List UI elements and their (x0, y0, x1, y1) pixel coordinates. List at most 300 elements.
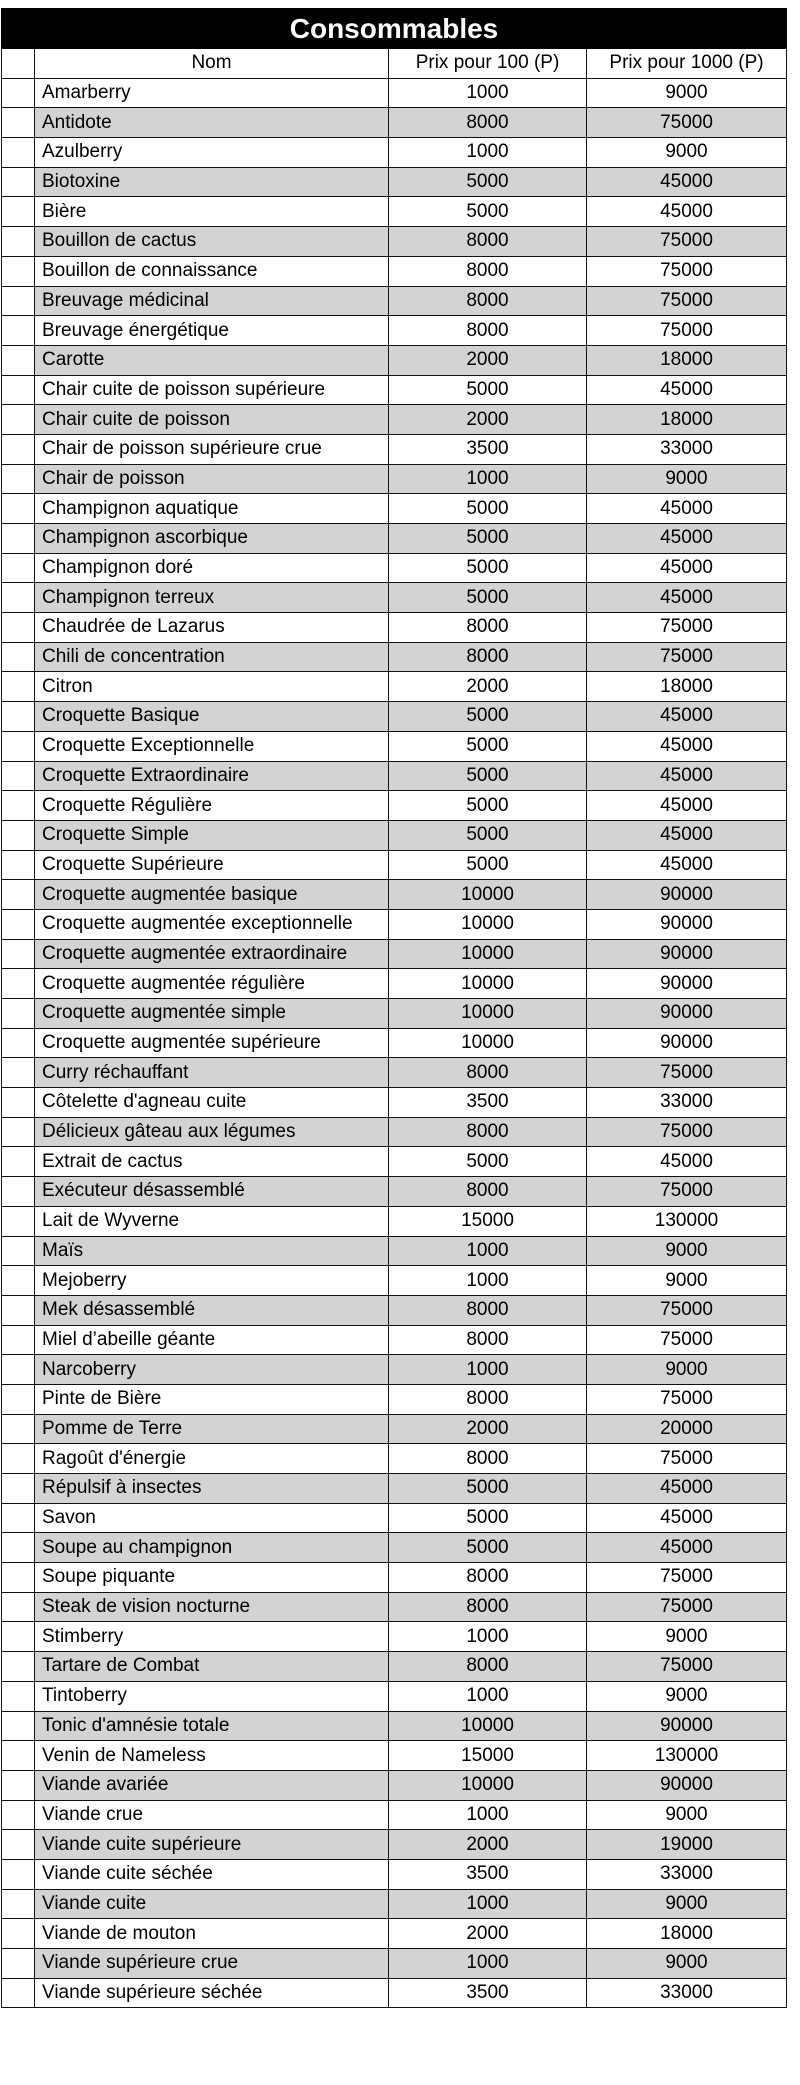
table-row (2, 1355, 787, 1385)
price-1000-cell: 9000 (587, 78, 787, 108)
item-name-cell: Bière (35, 197, 389, 227)
row-index-cell (2, 1503, 35, 1533)
row-index-cell (2, 1978, 35, 2008)
table-row (2, 1622, 787, 1652)
row-index-cell (2, 613, 35, 643)
row-index-cell (2, 969, 35, 999)
row-index-cell (2, 494, 35, 524)
table-row (2, 1978, 787, 2008)
row-index-cell (2, 909, 35, 939)
row-index-cell (2, 1028, 35, 1058)
item-name-cell: Croquette augmentée supérieure (35, 1028, 389, 1058)
table-row (2, 642, 787, 672)
item-name-cell: Breuvage médicinal (35, 286, 389, 316)
price-100-cell: 1000 (389, 1622, 587, 1652)
price-1000-cell: 9000 (587, 1889, 787, 1919)
row-index-cell (2, 434, 35, 464)
price-1000-cell: 75000 (587, 1384, 787, 1414)
price-100-cell: 1000 (389, 1800, 587, 1830)
row-index-cell (2, 1711, 35, 1741)
row-index-cell (2, 1592, 35, 1622)
price-100-cell: 15000 (389, 1741, 587, 1771)
item-name-cell: Miel d’abeille géante (35, 1325, 389, 1355)
table-row (2, 909, 787, 939)
item-name-cell: Soupe piquante (35, 1563, 389, 1593)
price-100-cell: 10000 (389, 939, 587, 969)
row-index-cell (2, 1325, 35, 1355)
row-index-cell (2, 1919, 35, 1949)
row-index-cell (2, 256, 35, 286)
price-100-cell: 5000 (389, 1533, 587, 1563)
price-1000-cell: 75000 (587, 1117, 787, 1147)
price-1000-cell: 9000 (587, 1355, 787, 1385)
table-row (2, 1741, 787, 1771)
item-name-cell: Pinte de Bière (35, 1384, 389, 1414)
price-100-cell: 3500 (389, 1088, 587, 1118)
table-row (2, 1859, 787, 1889)
price-100-cell: 8000 (389, 613, 587, 643)
table-row (2, 405, 787, 435)
row-index-cell (2, 1236, 35, 1266)
price-1000-cell: 9000 (587, 1681, 787, 1711)
item-name-cell: Citron (35, 672, 389, 702)
table-row (2, 1088, 787, 1118)
price-100-cell: 2000 (389, 1414, 587, 1444)
row-index-cell (2, 1474, 35, 1504)
item-name-cell: Délicieux gâteau aux légumes (35, 1117, 389, 1147)
price-100-cell: 3500 (389, 1859, 587, 1889)
price-1000-cell: 9000 (587, 464, 787, 494)
table-row (2, 1770, 787, 1800)
row-index-cell (2, 1652, 35, 1682)
price-1000-cell: 75000 (587, 227, 787, 257)
row-index-cell (2, 1058, 35, 1088)
item-name-cell: Viande cuite supérieure (35, 1830, 389, 1860)
table-row (2, 761, 787, 791)
row-index-cell (2, 1770, 35, 1800)
item-name-cell: Champignon doré (35, 553, 389, 583)
price-100-cell: 10000 (389, 969, 587, 999)
item-name-cell: Narcoberry (35, 1355, 389, 1385)
table-row (2, 1652, 787, 1682)
table-row (2, 791, 787, 821)
table-row (2, 464, 787, 494)
item-name-cell: Viande avariée (35, 1770, 389, 1800)
item-name-cell: Stimberry (35, 1622, 389, 1652)
item-name-cell: Viande cuite (35, 1889, 389, 1919)
price-1000-cell: 33000 (587, 1088, 787, 1118)
table-row (2, 1474, 787, 1504)
item-name-cell: Viande supérieure crue (35, 1949, 389, 1979)
row-index-cell (2, 108, 35, 138)
price-100-cell: 1000 (389, 78, 587, 108)
item-name-cell: Extrait de cactus (35, 1147, 389, 1177)
table-row (2, 1117, 787, 1147)
row-index-cell (2, 375, 35, 405)
row-index-cell (2, 1741, 35, 1771)
price-100-cell: 1000 (389, 1266, 587, 1296)
item-name-cell: Steak de vision nocturne (35, 1592, 389, 1622)
price-1000-cell: 19000 (587, 1830, 787, 1860)
table-row (2, 256, 787, 286)
item-name-cell: Répulsif à insectes (35, 1474, 389, 1504)
item-name-cell: Chair de poisson supérieure crue (35, 434, 389, 464)
price-1000-cell: 9000 (587, 1236, 787, 1266)
row-index-cell (2, 1206, 35, 1236)
row-index-cell (2, 167, 35, 197)
item-name-cell: Croquette augmentée extraordinaire (35, 939, 389, 969)
price-1000-cell: 9000 (587, 1949, 787, 1979)
table-row (2, 1711, 787, 1741)
price-1000-cell: 45000 (587, 1533, 787, 1563)
table-row (2, 1681, 787, 1711)
price-sheet (0, 8, 800, 2008)
table-row (2, 138, 787, 168)
item-name-cell: Exécuteur désassemblé (35, 1177, 389, 1207)
price-100-cell: 5000 (389, 731, 587, 761)
row-index-cell (2, 227, 35, 257)
row-index-cell (2, 1681, 35, 1711)
price-100-cell: 10000 (389, 1028, 587, 1058)
item-name-cell: Chili de concentration (35, 642, 389, 672)
price-1000-cell: 45000 (587, 167, 787, 197)
table-row (2, 1206, 787, 1236)
price-1000-cell: 90000 (587, 1028, 787, 1058)
price-100-cell: 8000 (389, 1592, 587, 1622)
price-100-cell: 8000 (389, 227, 587, 257)
price-100-cell: 5000 (389, 791, 587, 821)
price-100-cell: 5000 (389, 1503, 587, 1533)
price-1000-cell: 90000 (587, 999, 787, 1029)
item-name-cell: Champignon aquatique (35, 494, 389, 524)
row-index-cell (2, 1295, 35, 1325)
row-index-cell (2, 1266, 35, 1296)
price-1000-cell: 33000 (587, 1859, 787, 1889)
row-index-cell (2, 1117, 35, 1147)
row-index-cell (2, 1384, 35, 1414)
price-100-cell: 8000 (389, 316, 587, 346)
row-index-cell (2, 1622, 35, 1652)
row-index-cell (2, 524, 35, 554)
price-100-cell: 1000 (389, 1681, 587, 1711)
item-name-cell: Croquette Exceptionnelle (35, 731, 389, 761)
item-name-cell: Chair de poisson (35, 464, 389, 494)
table-row (2, 969, 787, 999)
price-100-cell: 2000 (389, 1919, 587, 1949)
row-index-cell (2, 583, 35, 613)
row-index-cell (2, 1414, 35, 1444)
table-row (2, 375, 787, 405)
price-100-cell: 5000 (389, 524, 587, 554)
row-index-cell (2, 138, 35, 168)
price-1000-cell: 45000 (587, 820, 787, 850)
price-100-cell: 3500 (389, 1978, 587, 2008)
row-index-cell (2, 553, 35, 583)
price-1000-cell: 9000 (587, 138, 787, 168)
item-name-cell: Tintoberry (35, 1681, 389, 1711)
price-1000-cell: 75000 (587, 1563, 787, 1593)
item-name-cell: Lait de Wyverne (35, 1206, 389, 1236)
price-1000-cell: 75000 (587, 108, 787, 138)
item-name-cell: Mejoberry (35, 1266, 389, 1296)
price-1000-cell: 90000 (587, 1770, 787, 1800)
row-index-cell (2, 1444, 35, 1474)
row-index-cell (2, 702, 35, 732)
table-row (2, 1147, 787, 1177)
item-name-cell: Breuvage énergétique (35, 316, 389, 346)
item-name-cell: Champignon ascorbique (35, 524, 389, 554)
row-index-cell (2, 1563, 35, 1593)
item-name-cell: Venin de Nameless (35, 1741, 389, 1771)
item-name-cell: Tonic d'amnésie totale (35, 1711, 389, 1741)
price-100-cell: 2000 (389, 672, 587, 702)
price-100-cell: 8000 (389, 256, 587, 286)
item-name-cell: Antidote (35, 108, 389, 138)
price-100-cell: 1000 (389, 138, 587, 168)
price-100-cell: 1000 (389, 1889, 587, 1919)
price-1000-cell: 75000 (587, 286, 787, 316)
header-name: Nom (35, 49, 389, 79)
price-100-cell: 8000 (389, 642, 587, 672)
row-index-cell (2, 197, 35, 227)
consumables-table (1, 8, 787, 2008)
item-name-cell: Croquette Simple (35, 820, 389, 850)
price-1000-cell: 45000 (587, 553, 787, 583)
item-name-cell: Champignon terreux (35, 583, 389, 613)
table-row (2, 1800, 787, 1830)
price-1000-cell: 18000 (587, 1919, 787, 1949)
price-1000-cell: 45000 (587, 850, 787, 880)
row-index-cell (2, 345, 35, 375)
row-index-cell (2, 1088, 35, 1118)
price-100-cell: 1000 (389, 1236, 587, 1266)
table-row (2, 731, 787, 761)
row-index-cell (2, 405, 35, 435)
header-price-1000: Prix pour 1000 (P) (587, 49, 787, 79)
price-1000-cell: 45000 (587, 1147, 787, 1177)
item-name-cell: Viande crue (35, 1800, 389, 1830)
price-100-cell: 10000 (389, 1770, 587, 1800)
price-100-cell: 5000 (389, 494, 587, 524)
table-title: Consommables (2, 9, 787, 49)
price-1000-cell: 75000 (587, 1592, 787, 1622)
price-1000-cell: 75000 (587, 1058, 787, 1088)
price-100-cell: 8000 (389, 1652, 587, 1682)
title-row (2, 9, 787, 49)
table-row (2, 1444, 787, 1474)
price-1000-cell: 45000 (587, 761, 787, 791)
table-row (2, 167, 787, 197)
price-1000-cell: 45000 (587, 1503, 787, 1533)
price-100-cell: 10000 (389, 909, 587, 939)
row-index-cell (2, 1800, 35, 1830)
header-index (2, 49, 35, 79)
item-name-cell: Amarberry (35, 78, 389, 108)
price-100-cell: 5000 (389, 702, 587, 732)
price-1000-cell: 90000 (587, 909, 787, 939)
row-index-cell (2, 820, 35, 850)
price-100-cell: 8000 (389, 1295, 587, 1325)
table-row (2, 1563, 787, 1593)
item-name-cell: Curry réchauffant (35, 1058, 389, 1088)
table-row (2, 1384, 787, 1414)
table-row (2, 316, 787, 346)
price-1000-cell: 90000 (587, 1711, 787, 1741)
price-1000-cell: 18000 (587, 672, 787, 702)
price-100-cell: 2000 (389, 1830, 587, 1860)
item-name-cell: Croquette Extraordinaire (35, 761, 389, 791)
table-row (2, 613, 787, 643)
price-100-cell: 1000 (389, 1355, 587, 1385)
table-row (2, 850, 787, 880)
price-1000-cell: 45000 (587, 524, 787, 554)
price-1000-cell: 90000 (587, 880, 787, 910)
price-1000-cell: 45000 (587, 731, 787, 761)
item-name-cell: Azulberry (35, 138, 389, 168)
price-1000-cell: 45000 (587, 494, 787, 524)
row-index-cell (2, 850, 35, 880)
price-100-cell: 5000 (389, 553, 587, 583)
item-name-cell: Bouillon de cactus (35, 227, 389, 257)
item-name-cell: Chaudrée de Lazarus (35, 613, 389, 643)
price-100-cell: 8000 (389, 1117, 587, 1147)
item-name-cell: Carotte (35, 345, 389, 375)
header-price-100: Prix pour 100 (P) (389, 49, 587, 79)
row-index-cell (2, 1177, 35, 1207)
item-name-cell: Chair cuite de poisson supérieure (35, 375, 389, 405)
table-row (2, 1592, 787, 1622)
row-index-cell (2, 464, 35, 494)
row-index-cell (2, 791, 35, 821)
item-name-cell: Croquette augmentée simple (35, 999, 389, 1029)
item-name-cell: Viande cuite séchée (35, 1859, 389, 1889)
table-row (2, 1058, 787, 1088)
table-row (2, 1830, 787, 1860)
table-row (2, 1177, 787, 1207)
table-row (2, 345, 787, 375)
price-100-cell: 1000 (389, 464, 587, 494)
price-1000-cell: 75000 (587, 1652, 787, 1682)
price-100-cell: 5000 (389, 761, 587, 791)
price-1000-cell: 9000 (587, 1622, 787, 1652)
item-name-cell: Croquette Basique (35, 702, 389, 732)
price-1000-cell: 130000 (587, 1206, 787, 1236)
table-row (2, 1028, 787, 1058)
row-index-cell (2, 1949, 35, 1979)
price-1000-cell: 45000 (587, 197, 787, 227)
table-row (2, 197, 787, 227)
price-1000-cell: 45000 (587, 375, 787, 405)
row-index-cell (2, 1830, 35, 1860)
table-row (2, 1949, 787, 1979)
price-1000-cell: 33000 (587, 1978, 787, 2008)
item-name-cell: Mek désassemblé (35, 1295, 389, 1325)
row-index-cell (2, 731, 35, 761)
price-100-cell: 8000 (389, 1384, 587, 1414)
price-1000-cell: 75000 (587, 316, 787, 346)
item-name-cell: Croquette augmentée basique (35, 880, 389, 910)
row-index-cell (2, 761, 35, 791)
price-100-cell: 5000 (389, 583, 587, 613)
price-1000-cell: 9000 (587, 1800, 787, 1830)
price-1000-cell: 45000 (587, 583, 787, 613)
price-100-cell: 15000 (389, 1206, 587, 1236)
table-row (2, 702, 787, 732)
table-row (2, 1295, 787, 1325)
table-row (2, 286, 787, 316)
item-name-cell: Viande de mouton (35, 1919, 389, 1949)
price-100-cell: 8000 (389, 108, 587, 138)
row-index-cell (2, 286, 35, 316)
table-row (2, 1325, 787, 1355)
row-index-cell (2, 1889, 35, 1919)
row-index-cell (2, 1533, 35, 1563)
table-row (2, 78, 787, 108)
table-row (2, 1266, 787, 1296)
price-100-cell: 5000 (389, 820, 587, 850)
price-1000-cell: 75000 (587, 1444, 787, 1474)
price-100-cell: 8000 (389, 1058, 587, 1088)
item-name-cell: Croquette Régulière (35, 791, 389, 821)
price-100-cell: 8000 (389, 1325, 587, 1355)
table-row (2, 524, 787, 554)
price-1000-cell: 20000 (587, 1414, 787, 1444)
price-1000-cell: 75000 (587, 613, 787, 643)
item-name-cell: Côtelette d'agneau cuite (35, 1088, 389, 1118)
price-1000-cell: 75000 (587, 1177, 787, 1207)
price-100-cell: 5000 (389, 197, 587, 227)
row-index-cell (2, 999, 35, 1029)
price-100-cell: 5000 (389, 375, 587, 405)
item-name-cell: Savon (35, 1503, 389, 1533)
price-100-cell: 3500 (389, 434, 587, 464)
price-1000-cell: 90000 (587, 969, 787, 999)
table-row (2, 999, 787, 1029)
price-100-cell: 8000 (389, 1444, 587, 1474)
price-100-cell: 8000 (389, 1177, 587, 1207)
table-row (2, 1533, 787, 1563)
table-row (2, 494, 787, 524)
row-index-cell (2, 1147, 35, 1177)
item-name-cell: Croquette augmentée régulière (35, 969, 389, 999)
table-row (2, 434, 787, 464)
item-name-cell: Biotoxine (35, 167, 389, 197)
table-row (2, 880, 787, 910)
item-name-cell: Pomme de Terre (35, 1414, 389, 1444)
item-name-cell: Ragoût d'énergie (35, 1444, 389, 1474)
table-row (2, 1919, 787, 1949)
price-1000-cell: 18000 (587, 405, 787, 435)
row-index-cell (2, 1859, 35, 1889)
table-row (2, 1236, 787, 1266)
price-100-cell: 1000 (389, 1949, 587, 1979)
price-100-cell: 5000 (389, 1147, 587, 1177)
table-row (2, 108, 787, 138)
item-name-cell: Croquette Supérieure (35, 850, 389, 880)
price-100-cell: 8000 (389, 1563, 587, 1593)
price-100-cell: 10000 (389, 1711, 587, 1741)
table-row (2, 1889, 787, 1919)
item-name-cell: Maïs (35, 1236, 389, 1266)
item-name-cell: Bouillon de connaissance (35, 256, 389, 286)
table-row (2, 1414, 787, 1444)
item-name-cell: Viande supérieure séchée (35, 1978, 389, 2008)
price-1000-cell: 130000 (587, 1741, 787, 1771)
table-row (2, 553, 787, 583)
price-1000-cell: 75000 (587, 1295, 787, 1325)
table-body (2, 78, 787, 2008)
table-row (2, 583, 787, 613)
